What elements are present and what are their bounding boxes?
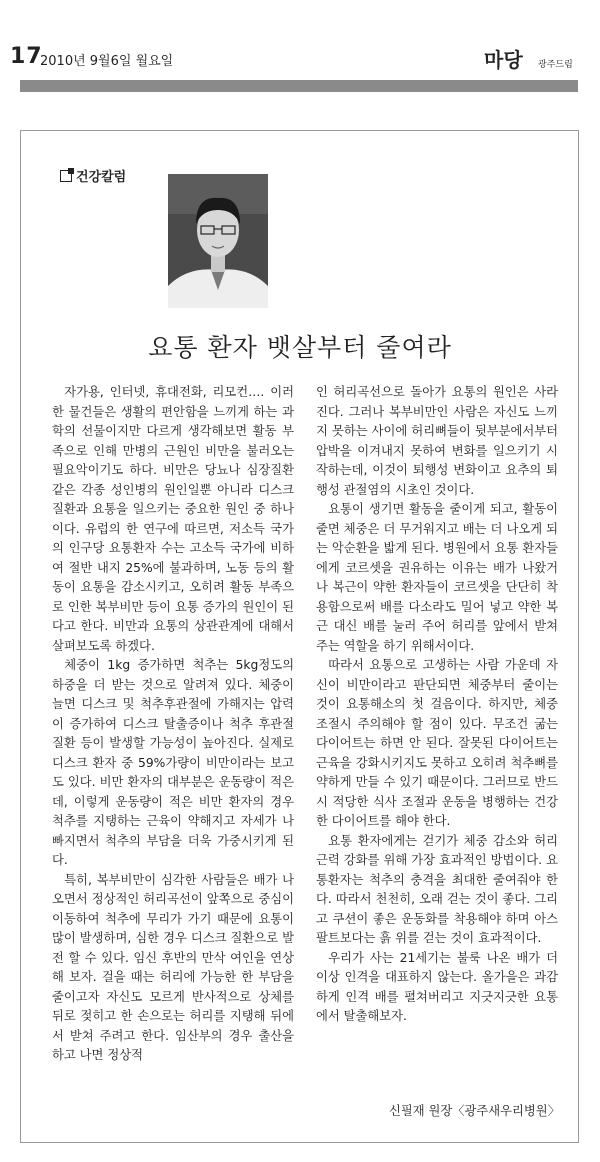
header-bar (20, 80, 578, 92)
paragraph: 따라서 요통으로 고생하는 사람 가운데 자신이 비만이라고 판단되면 체중부터 줄이는 것이 요통해소의 첫 걸음이다. 하지만, 체중 조절시 주의해야 할 점이 있다. 무조건 굶는 다이어트는 하면 안 된다. 잘못된 다이어트는 근육을 강화시키지도 못하고 오히려 척추뼈를 약하게 만들 수 있기 때문이다. 그러므로 반드시 적당한 식사 조절과 운동을 병행하는 건강한 다이어트를 해야 한다. (316, 658, 558, 828)
section-label (60, 166, 126, 185)
section-bullet-icon (60, 170, 72, 182)
paragraph: 요통이 생기면 활동을 줄이게 되고, 활동이 줄면 체중은 더 무거워지고 배는 더 나오게 되는 악순환을 밟게 된다. 병원에서 요통 환자들에게 코르셋을 권유하는 이유는 배가 나왔거나 복근이 약한 환자들이 코르셋을 단단히 착용함으로써 배를 다소라도 밀어 넣고 약한 복근 대신 배를 눌러 주어 허리를 앞에서 받쳐 주는 역할을 하기 위해서이다. (316, 502, 558, 653)
paragraph: 특히, 복부비만이 심각한 사람들은 배가 나오면서 정상적인 허리곡선이 앞쪽으로 중심이 이동하여 척추에 무리가 가기 때문에 요통이 많이 발생하며, 심한 경우 디스크 질환으로 발전 할 수 있다. 임신 후반의 만삭 여인을 연상해 보자. 걸을 때는 허리에 가능한 한 부담을 줄이고자 자신도 모르게 반사적으로 상체를 뒤로 젖히고 한 손으로는 허리를 지탱해 뒤에서 받쳐 주려고 한다. 임산부의 경우 출산을 하고 나면 정상적 (52, 872, 294, 1062)
author-photo (168, 174, 268, 308)
paragraph: 우리가 사는 21세기는 불룩 나온 배가 더 이상 인격을 대표하지 않는다. 올가을은 과감하게 인격 배를 펼쳐버리고 지긋지긋한 요통에서 탈출해보자. (316, 950, 558, 1023)
portrait-image-icon (168, 174, 268, 308)
author-byline: 신필재 원장〈광주새우리병원〉 (388, 1104, 560, 1118)
issue-date: 2010년 9월6일 월요일 (40, 54, 174, 69)
newspaper-brand: 광주드림 (538, 60, 573, 70)
headline: 요통 환자 뱃살부터 줄여라 (148, 333, 452, 362)
column-left (52, 383, 294, 1066)
column-right (316, 383, 558, 1027)
paragraph: 자가용, 인터넷, 휴대전화, 리모컨…. 이러한 물건들은 생활의 편안함을 느끼게 하는 과학의 선물이지만 다르게 생각해보면 활동 부족으로 인해 만병의 근원인 비만을 불러오는 필요악이기도 하다. 비만은 당뇨나 심장질환 같은 각종 성인병의 원인일뿐 아니라 디스크질환과 요통을 일으키는 중요한 원인 중 하나이다. 유럽의 한 연구에 따르면, 저소득 국가의 인구당 요통환자 수는 고소득 국가에 비하여 절반 내지 25%에 불과하며, 노동 등의 활동이 요통을 감소시키고, 오히려 활동 부족으로 인한 복부비만 등이 요통 증가의 원인이 된다고 한다. 비만과 요통의 상관관계에 대해서 살펴보도록 하겠다. (52, 385, 294, 653)
section-logo: 마당 (484, 48, 523, 72)
page-number: 17 (10, 44, 43, 69)
section-label-text: 건강칼럼 (76, 170, 127, 185)
paragraph: 요통 환자에게는 걷기가 체중 감소와 허리 근력 강화를 위해 가장 효과적인 방법이다. 요통환자는 척추의 충격을 최대한 줄여줘야 한다. 따라서 천천히, 오래 걷는 것이 좋다. 그리고 쿠션이 좋은 운동화를 착용해야 하며 아스팔트보다는 흙 위를 걷는 것이 효과적이다. (316, 833, 558, 945)
paragraph: 체중이 1kg 증가하면 척추는 5kg정도의 하중을 더 받는 것으로 알려져 있다. 체중이 늘면 디스크 및 척추후관절에 가해지는 압력이 증가하여 디스크 탈출증이나 척추 후관절 질환 등이 발생할 가능성이 높아진다. 실제로 디스크 환자 중 59%가량이 비만이라는 보고도 있다. 비만 환자의 대부분은 운동량이 적은데, 이렇게 운동량이 적은 비만 환자의 경우 척추를 지탱하는 근육이 약해지고 자세가 나빠지면서 척추의 부담을 더욱 가중시키게 된다. (52, 658, 294, 867)
paragraph-continued: 인 허리곡선으로 돌아가 요통의 원인은 사라진다. 그러나 복부비만인 사람은 자신도 느끼지 못하는 사이에 허리뼈들이 뒷부분에서부터 압박을 이겨내지 못하여 변화를 일으키기 시작하는데, 이것이 퇴행성 변화이고 요추의 퇴행성 관절염의 시초인 것이다. (316, 385, 558, 497)
